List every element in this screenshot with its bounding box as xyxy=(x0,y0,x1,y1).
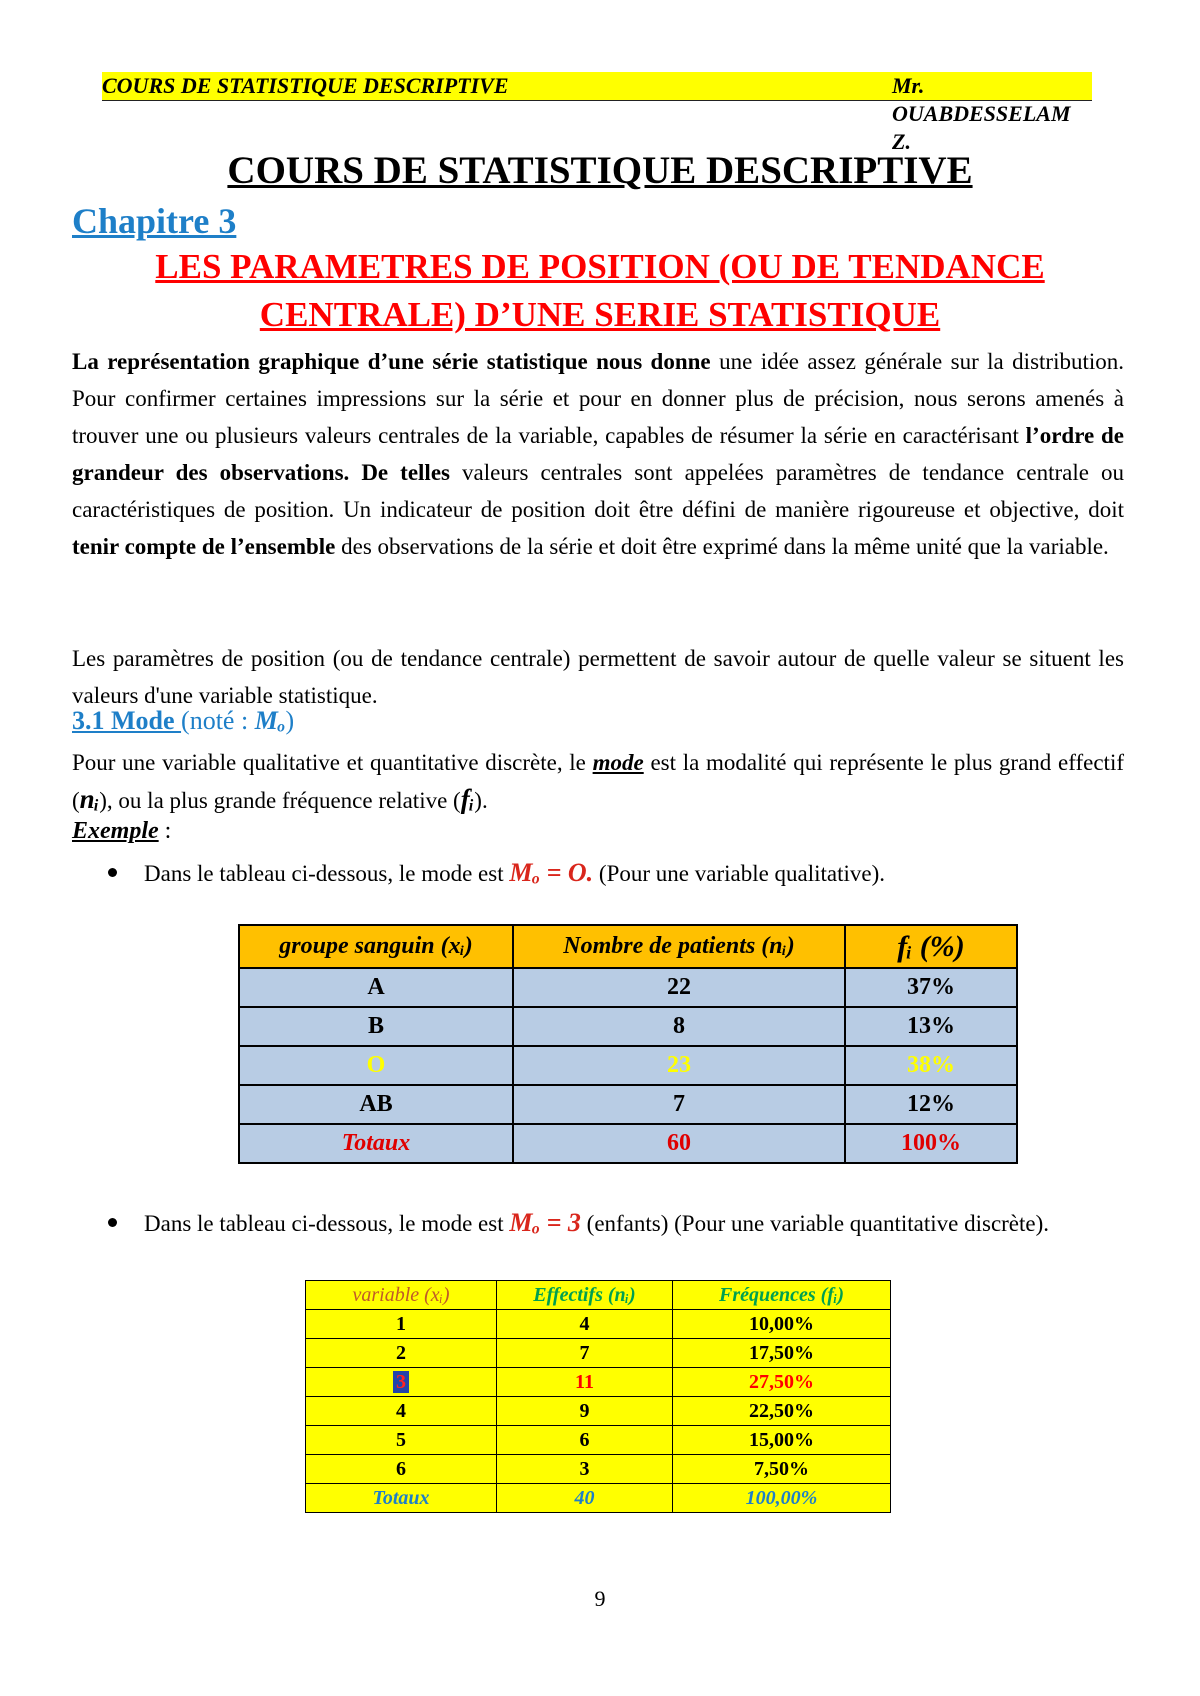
bullet-1-mode-value xyxy=(509,858,593,887)
bullet-1-text xyxy=(144,854,1124,893)
column-header: Nombre de patients (nᵢ) xyxy=(513,925,845,968)
table-cell: A xyxy=(239,968,513,1007)
table-cell: 4 xyxy=(306,1397,497,1426)
intro-paragraph xyxy=(72,343,1124,565)
table-cell xyxy=(306,1368,497,1397)
table-cell: 23 xyxy=(513,1046,845,1085)
bullet-1-before: Dans le tableau ci-dessous, le mode est xyxy=(144,861,510,886)
table-cell: 11 xyxy=(497,1368,673,1397)
chapter-subtitle xyxy=(0,243,1200,339)
chapter-subtitle-line2: CENTRALE) D’UNE SERIE STATISTIQUE xyxy=(259,295,941,334)
table-row xyxy=(306,1397,891,1426)
table-cell: 13% xyxy=(845,1007,1017,1046)
table-row xyxy=(239,1085,1017,1124)
ni-symbol: nᵢ xyxy=(79,784,100,814)
table-cell: 38% xyxy=(845,1046,1017,1085)
mode-word: mode xyxy=(592,750,644,775)
chapter-heading: Chapitre 3 xyxy=(72,201,237,241)
column-header: Effectifs (nᵢ) xyxy=(497,1281,673,1310)
column-header: Fréquences (fᵢ) xyxy=(673,1281,891,1310)
table-row xyxy=(306,1310,891,1339)
table-cell: 7 xyxy=(497,1339,673,1368)
table-cell: 100,00% xyxy=(673,1484,891,1513)
intro-text-a: une idée assez générale sur la distribution. Pour confirmer certaines impressions sur la série et pour en donner plus de précision, nous serons amenés à trouver une ou plusieurs valeurs centrales de la variable, capables de résumer la série en caractérisant xyxy=(72,349,1124,448)
bullet-2-text xyxy=(144,1204,1124,1243)
bullet-2-before: Dans le tableau ci-dessous, le mode est xyxy=(144,1211,510,1236)
bullet-2-after: (enfants) (Pour une variable quantitative discrète). xyxy=(580,1211,1050,1236)
intro-paragraph-2: Les paramètres de position (ou de tendance centrale) permettent de savoir autour de quelle valeur se situent les valeurs d'une variable statistique. xyxy=(72,646,1124,708)
header-author: Mr. OUABDESSELAM Z. xyxy=(892,73,1071,154)
blood-group-table xyxy=(238,924,1018,1164)
bullet-dot xyxy=(108,1218,117,1227)
table-cell: Totaux xyxy=(239,1124,513,1163)
table-cell: 3 xyxy=(497,1455,673,1484)
table-cell: 22,50% xyxy=(673,1397,891,1426)
intro-bold-end: tenir compte de l’ensemble xyxy=(72,534,336,559)
example-label xyxy=(72,818,171,845)
definition-text-2: est la modalité qui représente le plus grand effectif ( xyxy=(72,750,1124,813)
mode-definition xyxy=(72,744,1124,819)
table-row-mode xyxy=(239,1046,1017,1085)
table-cell: 37% xyxy=(845,968,1017,1007)
definition-text-1: Pour une variable qualitative et quantitative discrète, le xyxy=(72,750,593,775)
table-cell: 15,00% xyxy=(673,1426,891,1455)
table-cell: 7,50% xyxy=(673,1455,891,1484)
document-title: COURS DE STATISTIQUE DESCRIPTIVE xyxy=(227,149,973,192)
table-cell: 12% xyxy=(845,1085,1017,1124)
example-colon: : xyxy=(158,818,172,844)
section-note-close: ) xyxy=(285,706,295,735)
table-header-row xyxy=(306,1281,891,1310)
bullet-2-mode-value xyxy=(509,1208,581,1237)
table-cell: 40 xyxy=(497,1484,673,1513)
table-cell: 1 xyxy=(306,1310,497,1339)
page-header xyxy=(102,72,1092,154)
definition-text-4: ). xyxy=(474,788,488,813)
table-cell: O xyxy=(239,1046,513,1085)
children-table xyxy=(305,1280,891,1513)
table-cell: 17,50% xyxy=(673,1339,891,1368)
table-row-mode xyxy=(306,1368,891,1397)
intro-text-b: valeurs centrales sont appelées paramètres de tendance centrale ou caractéristiques de position. Un indicateur de position doit être défini de manière rigoureuse et objective, doit xyxy=(72,460,1124,522)
table-cell: 6 xyxy=(497,1426,673,1455)
column-header: groupe sanguin (xᵢ) xyxy=(239,925,513,968)
table-cell: 2 xyxy=(306,1339,497,1368)
fi-symbol: fᵢ xyxy=(460,784,475,814)
table-cell: 27,50% xyxy=(673,1368,891,1397)
table-total-row xyxy=(306,1484,891,1513)
header-course-title: COURS DE STATISTIQUE DESCRIPTIVE xyxy=(102,73,509,98)
column-header: fᵢ (%) xyxy=(845,925,1017,968)
table-cell: AB xyxy=(239,1085,513,1124)
intro-bold-mid: l’ordre de grandeur des observations. De telles xyxy=(72,423,1124,485)
intro-bold-start: La représentation graphique d’une série statistique nous donne xyxy=(72,349,711,374)
table-cell: B xyxy=(239,1007,513,1046)
table-cell: 5 xyxy=(306,1426,497,1455)
selected-value: 3 xyxy=(393,1371,409,1393)
table-header-row xyxy=(239,925,1017,968)
bullet-2-value: Mₒ = 3 xyxy=(509,1208,581,1237)
section-number-title: 3.1 Mode xyxy=(72,706,182,735)
table-cell: 22 xyxy=(513,968,845,1007)
page-number: 9 xyxy=(594,1586,606,1611)
table-cell: 9 xyxy=(497,1397,673,1426)
table-total-row xyxy=(239,1124,1017,1163)
section-mode-symbol: Mₒ xyxy=(254,706,286,735)
table-row xyxy=(306,1426,891,1455)
table-cell: 7 xyxy=(513,1085,845,1124)
table-row xyxy=(306,1339,891,1368)
table-cell: 10,00% xyxy=(673,1310,891,1339)
table-cell: 8 xyxy=(513,1007,845,1046)
intro-text-c: des observations de la série et doit être exprimé dans la même unité que la variable. xyxy=(335,534,1109,559)
column-header: variable (xᵢ) xyxy=(306,1281,497,1310)
table-cell: 100% xyxy=(845,1124,1017,1163)
section-heading-mode xyxy=(72,706,294,736)
section-note-open: (noté : xyxy=(181,706,255,735)
table-cell: Totaux xyxy=(306,1484,497,1513)
bullet-1-after: (Pour une variable qualitative). xyxy=(593,861,886,886)
table-row xyxy=(239,1007,1017,1046)
table-row xyxy=(306,1455,891,1484)
bullet-1-value: Mₒ = O. xyxy=(509,858,594,887)
example-word: Exemple xyxy=(72,818,159,844)
table-cell: 6 xyxy=(306,1455,497,1484)
chapter-subtitle-line1: LES PARAMETRES DE POSITION (OU DE TENDANCE xyxy=(155,247,1045,286)
bullet-dot xyxy=(108,868,117,877)
table-cell: 4 xyxy=(497,1310,673,1339)
table-row xyxy=(239,968,1017,1007)
definition-text-3: ), ou la plus grande fréquence relative ( xyxy=(99,788,461,813)
table-cell: 60 xyxy=(513,1124,845,1163)
